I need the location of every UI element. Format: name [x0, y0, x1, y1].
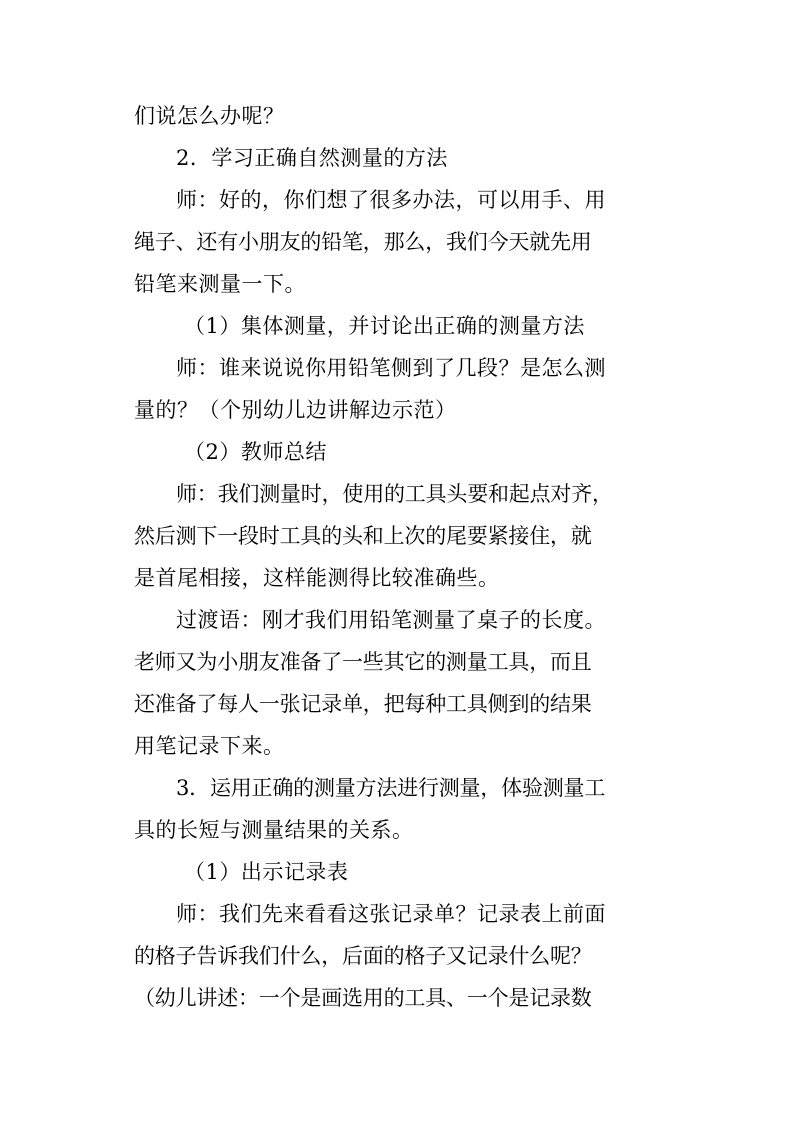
text-line-22: （幼儿讲述：一个是画选用的工具、一个是记录数: [134, 986, 592, 1010]
subsection-heading-1: （1）集体测量，并讨论出正确的测量方法: [184, 314, 585, 338]
text-line-18: 具的长短与测量结果的关系。: [134, 818, 414, 842]
text-line-15: 还准备了每人一张记录单，把每种工具侧到的结果: [134, 692, 592, 716]
text-line-1: 们说怎么办呢？: [134, 104, 285, 128]
text-line-5: 铅笔来测量一下。: [134, 272, 306, 296]
text-line-4: 绳子、还有小朋友的铅笔，那么，我们今天就先用: [134, 230, 592, 254]
text-line-10: 师：我们测量时，使用的工具头要和起点对齐，: [176, 482, 613, 506]
text-line-14: 老师又为小朋友准备了一些其它的测量工具，而且: [134, 650, 592, 674]
section-heading-2: 2．学习正确自然测量的方法: [176, 146, 448, 170]
text-line-3: 师：好的，你们想了很多办法，可以用手、用: [176, 188, 606, 212]
text-line-7: 师：谁来说说你用铅笔侧到了几段？是怎么测: [176, 356, 606, 380]
text-line-8: 量的？（个别幼儿边讲解边示范）: [134, 398, 457, 422]
text-line-21: 的格子告诉我们什么，后面的格子又记录什么呢？: [134, 944, 592, 968]
text-line-12: 是首尾相接，这样能测得比较准确些。: [134, 566, 500, 590]
text-line-20: 师：我们先来看看这张记录单？记录表上前面: [176, 902, 606, 926]
section-heading-3: 3．运用正确的测量方法进行测量，体验测量工: [176, 776, 606, 800]
text-line-16: 用笔记录下来。: [134, 734, 285, 758]
text-line-11: 然后测下一段时工具的头和上次的尾要紧接住，就: [134, 524, 592, 548]
text-line-13: 过渡语：刚才我们用铅笔测量了桌子的长度。: [176, 608, 606, 632]
subsection-heading-2: （2）教师总结: [184, 440, 327, 464]
subsection-heading-3: （1）出示记录表: [184, 860, 349, 884]
